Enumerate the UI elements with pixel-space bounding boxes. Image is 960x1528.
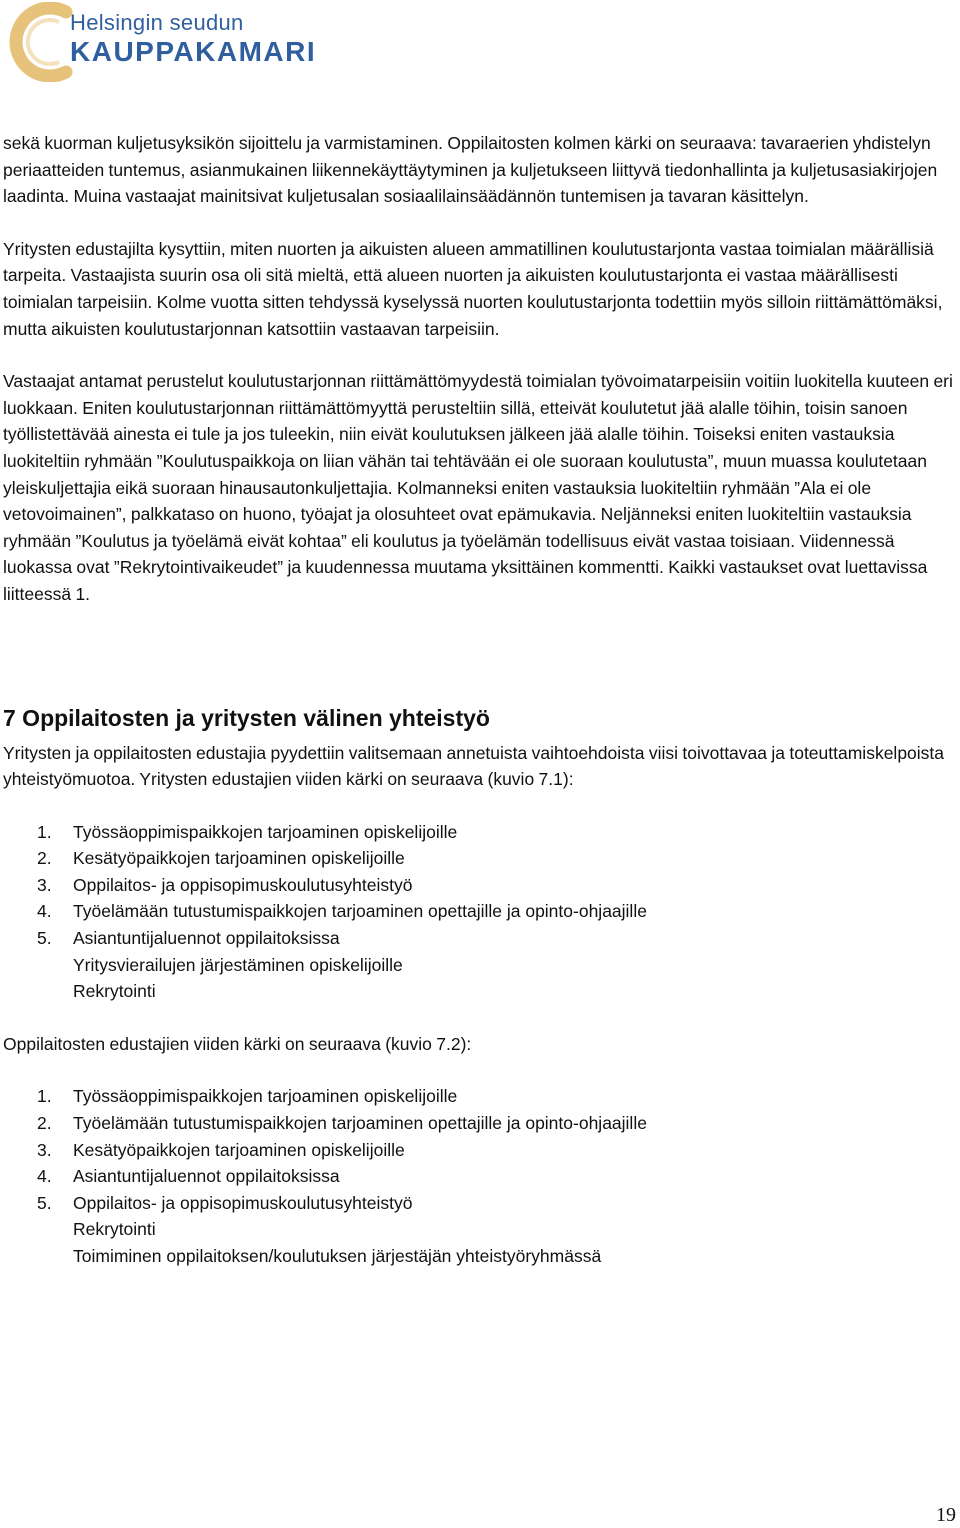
company-top-list (3, 819, 958, 1005)
section-intro: Yritysten ja oppilaitosten edustajia pyydettiin valitsemaan annetuista vaihtoehdoista viisi toivottavaa ja toteuttamiskelpoista yhteistyömuotoa. Yritysten edustajien viiden kärki on seuraava (kuvio 7.1): (3, 742, 945, 790)
paragraph-1: sekä kuorman kuljetusyksikön sijoittelu ja varmistaminen. Oppilaitosten kolmen kärki on seuraava: tavaraerien yhdistelyn periaatteiden tuntemus, asianmukainen liikennekäyttäytyminen ja kuljetukseen liittyvä tiedonhallinta ja kuljetusasiakirjojen laadinta. Muina vastaajat mainitsivat kuljetusalan sosiaalilainsäädännön tuntemisen ja tavaran käsittelyn. (3, 133, 938, 207)
list-item: 5. Asiantuntijaluennot oppilaitoksissa (37, 928, 340, 949)
list-item: 4. Asiantuntijaluennot oppilaitoksissa (37, 1166, 340, 1187)
list-extra-item: Rekrytointi (73, 1219, 156, 1240)
section-heading: 7 Oppilaitosten ja yritysten välinen yhteistyö (3, 704, 490, 731)
document-body (3, 130, 958, 1296)
logo-text-main: KAUPPAKAMARI (70, 36, 317, 67)
list-item: 2. Kesätyöpaikkojen tarjoaminen opiskelijoille (37, 848, 405, 869)
list-item: 4. Työelämään tutustumispaikkojen tarjoaminen opettajille ja opinto-ohjaajille (37, 901, 647, 922)
list-extra-item: Yritysvierailujen järjestäminen opiskelijoille (73, 954, 403, 975)
list-item: 1. Työssäoppimispaikkojen tarjoaminen opiskelijoille (37, 1086, 458, 1107)
list-item: 3. Oppilaitos- ja oppisopimuskoulutusyhteistyö (37, 874, 413, 895)
list-item: 1. Työssäoppimispaikkojen tarjoaminen opiskelijoille (37, 821, 458, 842)
paragraph-3: Vastaajat antamat perustelut koulutustarjonnan riittämättömyydestä toimialan työvoimatarpeisiin voitiin luokitella kuuteen eri luokkaan. Eniten koulutustarjonnan riittämättömyyttä perusteltiin sillä, etteivät koulutetut jää alalle töihin, toisin sanoen työllistettävää ainesta ei tule ja jos tuleekin, niin eivät koulutuksen jälkeen jää alalle töihin. Toiseksi eniten vastauksia luokiteltiin ryhmään ”Koulutuspaikkoja on liian vähän tai tehtävään ei ole suoraan koulutusta”, muun muassa koulutetaan yleiskuljettajia eikä suoraan hinausautonkuljettajia. Kolmanneksi eniten vastauksia luokiteltiin ryhmään ”Ala ei ole vetovoimainen”, palkkataso on huono, työajat ja olosuhteet ovat epämukavia. Neljänneksi eniten luokiteltiin vastauksia ryhmään ”Koulutus ja työelämä eivät kohtaa” eli koulutus ja työelämän todellisuus eivät vastaa toisiaan. Viidennessä luokassa ovat ”Rekrytointivaikeudet” ja kuudennessa muutama yksittäinen kommentti. Kaikki vastaukset ovat luettavissa liitteessä 1. (3, 371, 953, 604)
chamber-logo (4, 2, 317, 82)
paragraph-2: Yritysten edustajilta kysyttiin, miten nuorten ja aikuisten alueen ammatillinen koulutustarjonta vastaa toimialan määrällisiä tarpeita. Vastaajista suurin osa oli sitä mieltä, että alueen nuorten ja aikuisten koulutustarjonta ei vastaa määrällisesti toimialan tarpeisiin. Kolme vuotta sitten tehdyssä kyselyssä nuorten koulutustarjonta todettiin myös silloin riittämättömäksi, mutta aikuisten koulutustarjonnan katsottiin vastaavan tarpeisiin. (3, 238, 943, 339)
school-top-list (3, 1083, 958, 1269)
logo-text-top: Helsingin seudun (70, 10, 244, 35)
page-number: 19 (936, 1504, 956, 1526)
list-item: 5. Oppilaitos- ja oppisopimuskoulutusyhteistyö (37, 1192, 413, 1213)
list-extra-item: Toimiminen oppilaitoksen/koulutuksen järjestäjän yhteistyöryhmässä (73, 1246, 602, 1266)
section-intro-2: Oppilaitosten edustajien viiden kärki on seuraava (kuvio 7.2): (3, 1033, 472, 1054)
list-extra-item: Rekrytointi (73, 981, 156, 1002)
list-item: 2. Työelämään tutustumispaikkojen tarjoaminen opettajille ja opinto-ohjaajille (37, 1113, 647, 1134)
list-item: 3. Kesätyöpaikkojen tarjoaminen opiskelijoille (37, 1139, 405, 1160)
